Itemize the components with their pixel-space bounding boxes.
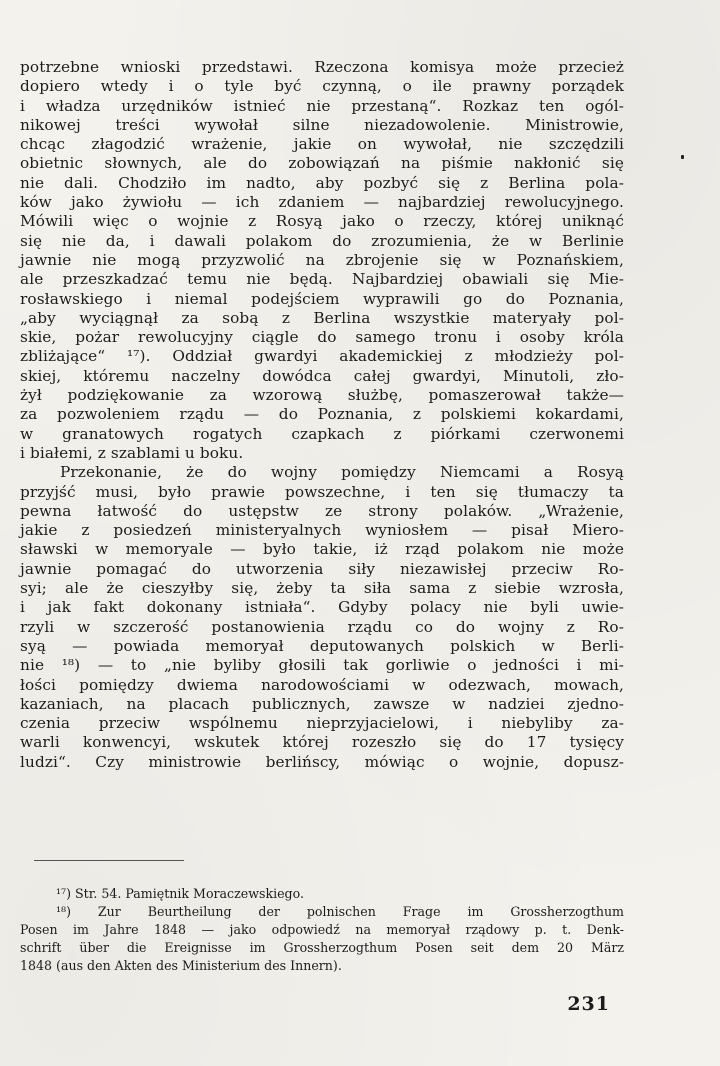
- text-line: kazaniach, na placach publicznych, zawsze w nadziei zjedno-: [20, 694, 624, 713]
- text-line: nie dali. Chodziło im nadto, aby pozbyć się z Berlina pola-: [20, 173, 624, 192]
- text-line: skie, pożar rewolucyjny ciągle do samego tronu i osoby króla: [20, 328, 624, 347]
- text-line: nie ¹⁸) — to „nie byliby głosili tak gorliwie o jedności i mi-: [20, 656, 624, 675]
- text-line: się nie da, i dawali polakom do zrozumienia, że w Berlinie: [20, 231, 624, 250]
- text-line: potrzebne wnioski przedstawi. Rzeczona komisya może przecież: [20, 58, 624, 76]
- text-line: ludzi“. Czy ministrowie berlińscy, mówiąc o wojnie, dopusz-: [20, 752, 624, 771]
- text-line: zbliżające“ ¹⁷). Oddział gwardyi akademickiej z młodzieży pol-: [20, 347, 624, 366]
- text-line: pewna łatwość do ustępstw ze strony polaków. „Wrażenie,: [20, 501, 624, 520]
- text-line: i jak fakt dokonany istniała“. Gdyby polacy nie byli uwie-: [20, 598, 624, 617]
- text-line: Mówili więc o wojnie z Rosyą jako o rzeczy, której uniknąć: [20, 212, 624, 231]
- text-line: „aby wyciągnął za sobą z Berlina wszystkie materyały pol-: [20, 308, 624, 327]
- footnote-line: Posen im Jahre 1848 — jako odpowiedź na memoryał rządowy p. t. Denk-: [20, 922, 624, 937]
- text-line: w granatowych rogatych czapkach z piórkami czerwonemi: [20, 424, 624, 443]
- text-line: nikowej treści wywołał silne niezadowolenie. Ministrowie,: [20, 115, 624, 134]
- text-line: dopiero wtedy i o tyle być czynną, o ile prawny porządek: [20, 77, 624, 96]
- text-line: warli konwencyi, wskutek której rozeszło się do 17 tysięcy: [20, 733, 624, 752]
- footnote-divider: [34, 860, 184, 861]
- text-line: jawnie pomagać do utworzenia siły niezawisłej przeciw Ro-: [20, 559, 624, 578]
- text-line: czenia przeciw wspólnemu nieprzyjacielowi, i niebyliby za-: [20, 714, 624, 733]
- ink-speck: [681, 155, 684, 159]
- text-line: syi; ale że cieszyłby się, żeby ta siła sama z siebie wzrosła,: [20, 579, 624, 598]
- text-line: za pozwoleniem rządu — do Poznania, z polskiemi kokardami,: [20, 405, 624, 424]
- footnotes: [20, 885, 624, 975]
- footnote-17: ¹⁷) Str. 54. Pamiętnik Moraczewskiego.: [56, 886, 304, 901]
- page-number: 231: [567, 993, 610, 1015]
- paragraph-start-line: Przekonanie, że do wojny pomiędzy Niemcami a Rosyą: [60, 463, 624, 482]
- text-line: łości pomiędzy dwiema narodowościami w odezwach, mowach,: [20, 675, 624, 694]
- text-line: ale przeszkadzać temu nie będą. Najbardziej obawiali się Mie-: [20, 270, 624, 289]
- text-line: skiej, któremu naczelny dowódca całej gwardyi, Minutoli, zło-: [20, 366, 624, 385]
- text-line: żył podziękowanie za wzorową służbę, pomaszerował także—: [20, 386, 624, 405]
- text-line: syą — powiada memoryał deputowanych polskich w Berli-: [20, 636, 624, 655]
- text-line: jakie z posiedzeń ministeryalnych wyniosłem — pisał Miero-: [20, 521, 624, 540]
- text-line: i władza urzędników istnieć nie przestaną“. Rozkaz ten ogól-: [20, 96, 624, 115]
- text-line: sławski w memoryale — było takie, iż rząd polakom nie może: [20, 540, 624, 559]
- footnote-line: schrift über die Ereignisse im Grossherzogthum Posen seit dem 20 März: [20, 940, 624, 955]
- paragraph-end-line: i białemi, z szablami u boku.: [20, 443, 244, 462]
- text-line: obietnic słownych, ale do zobowiązań na piśmie nakłonić się: [20, 154, 624, 173]
- text-line: ków jako żywiołu — ich zdaniem — najbardziej rewolucyjnego.: [20, 193, 624, 212]
- footnote-line: 1848 (aus den Akten des Ministerium des Innern).: [20, 958, 342, 973]
- body-text: [20, 58, 624, 772]
- text-line: jawnie nie mogą przyzwolić na zbrojenie się w Poznańskiem,: [20, 250, 624, 269]
- footnote-18: ¹⁸) Zur Beurtheilung der polnischen Frage im Grossherzogthum: [56, 904, 624, 919]
- text-line: chcąc złagodzić wrażenie, jakie on wywołał, nie szczędzili: [20, 135, 624, 154]
- text-line: rosławskiego i niemal podejściem wyprawili go do Poznania,: [20, 289, 624, 308]
- text-line: rzyli w szczerość postanowienia rządu co do wojny z Ro-: [20, 617, 624, 636]
- text-line: przyjść musi, było prawie powszechne, i ten się tłumaczy ta: [20, 482, 624, 501]
